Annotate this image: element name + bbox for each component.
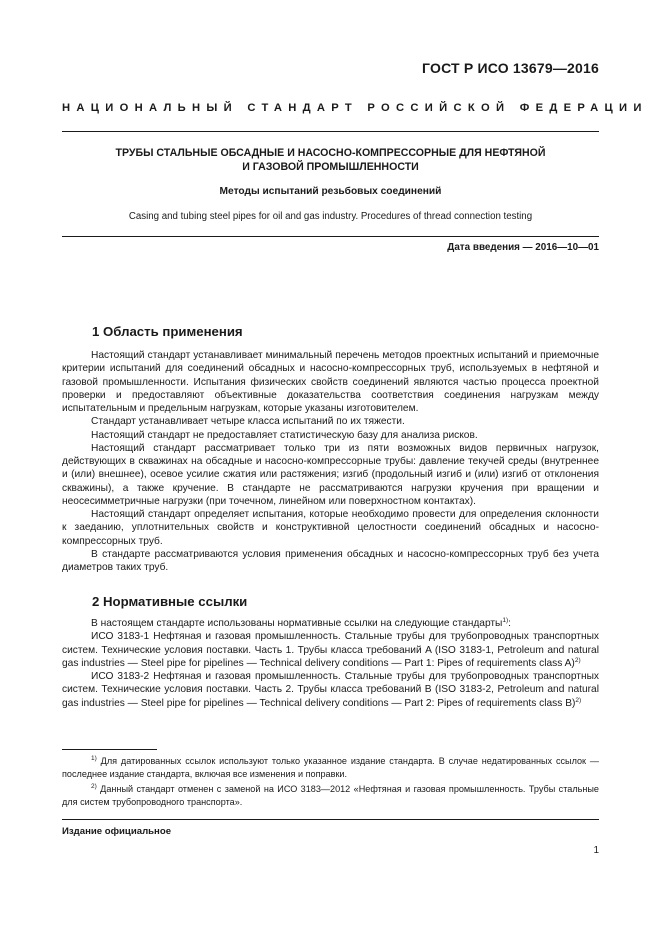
section-2-heading: 2 Нормативные ссылки — [92, 594, 248, 609]
header-divider — [62, 131, 599, 132]
reference-item — [62, 670, 599, 710]
footnote-mark: 1) — [91, 755, 97, 762]
title-line-2: И ГАЗОВОЙ ПРОМЫШЛЕННОСТИ — [242, 161, 419, 173]
references-intro: В настоящем стандарте использованы нормативные ссылки на следующие стандарты — [91, 618, 503, 629]
footnote — [62, 755, 599, 780]
paragraph: Настоящий стандарт определяет испытания, которые необходимо провести для определения склонности к заеданию, уплотнительных свойств и конструктивной целостности соединений обсадных и насосно-компрессорных труб. — [62, 509, 599, 547]
references-intro-end: : — [508, 618, 512, 629]
reference-text: ИСО 3183-1 Нефтяная и газовая промышленность. Стальные трубы для трубопроводных транспортных систем. Технические условия поставки. Часть 1. Трубы класса требований A (ISO 3183-1, Petroleum and natural gas industries — Steel pipe for pipelines — Technical delivery conditions — Part 1: Pipes of requirements class A) — [62, 631, 599, 669]
footnote-mark: 1) — [502, 617, 509, 624]
document-subtitle: Методы испытаний резьбовых соединений — [219, 186, 442, 197]
introduction-date: Дата введения — 2016—10—01 — [447, 242, 599, 253]
english-title: Casing and tubing steel pipes for oil and gas industry. Procedures of thread connection testing — [128, 211, 533, 222]
section-2-body — [62, 617, 599, 710]
footnotes — [62, 755, 599, 811]
footnote-mark: 2) — [91, 783, 97, 791]
paragraph: Настоящий стандарт рассматривает только три из пяти возможных видов первичных нагрузок, действующих в скважинах на обсадные и насосно-компрессорные трубы: давление текучей среды (внутреннее и (или) внешнее), осевое усилие сжатия или растяжения; изгиб (продольный изгиб и (или) изгиб от отклонения скважины), а также кручение. В стандарте не рассматриваются нагрузки кручения при вращении и неосесимметричные нагрузки (при точечном, линейном или поверхностном контактах). — [62, 442, 599, 507]
official-edition-label: Издание официальное — [62, 826, 172, 837]
page-number: 1 — [593, 845, 599, 856]
footnote-mark: 2) — [574, 656, 581, 664]
footnote-text: Данный стандарт отменен с заменой на ИСО 3183—2012 «Нефтяная и газовая промышленность. Трубы стальные для систем трубопроводного транспорта». — [62, 784, 599, 807]
reference-item — [62, 630, 599, 670]
footnote-divider — [62, 749, 157, 750]
section-1-body — [62, 349, 599, 574]
document-title — [62, 146, 599, 174]
title-line-1: ТРУБЫ СТАЛЬНЫЕ ОБСАДНЫЕ И НАСОСНО-КОМПРЕССОРНЫЕ ДЛЯ НЕФТЯНОЙ — [115, 147, 546, 159]
paragraph: В стандарте рассматриваются условия применения обсадных и насосно-компрессорных труб без учета диаметров таких труб. — [62, 548, 599, 573]
footnote-text: Для датированных ссылок используют только указанное издание стандарта. В случае недатированных ссылок — последнее издание стандарта, включая все изменения и поправки. — [62, 756, 599, 779]
paragraph: Стандарт устанавливает четыре класса испытаний по их тяжести. — [91, 416, 405, 428]
national-standard-banner: НАЦИОНАЛЬНЫЙ СТАНДАРТ РОССИЙСКОЙ ФЕДЕРАЦИИ — [62, 102, 648, 114]
title-divider — [62, 236, 599, 237]
standard-code: ГОСТ Р ИСО 13679—2016 — [422, 60, 599, 76]
footnote-mark: 2) — [575, 696, 582, 704]
paragraph — [62, 617, 599, 630]
reference-text: ИСО 3183-2 Нефтяная и газовая промышленность. Стальные трубы для трубопроводных транспортных систем. Технические условия поставки. Часть 2. Трубы класса требований B (ISO 3183-2, Petroleum and natural gas industries — Steel pipe for pipelines — Technical delivery conditions — Part 2: Pipes of requirements class B) — [62, 671, 599, 709]
paragraph: Настоящий стандарт не предоставляет статистическую базу для анализа рисков. — [91, 429, 478, 441]
footnote — [62, 783, 599, 808]
footer-divider — [62, 819, 599, 820]
section-1-heading: 1 Область применения — [92, 324, 243, 339]
paragraph: Настоящий стандарт устанавливает минимальный перечень методов проектных испытаний и приемочные критерии испытаний для соединений обсадных и насосно-компрессорных труб, используемых в нефтяной и газовой промышленности. Испытания физических свойств соединений являются частью процесса проектной проверки и предоставляют объективные доказательства соответствия соединения нагрузкам между испытательным и предельным нагрузкам, которые указаны изготовителем. — [62, 350, 599, 414]
